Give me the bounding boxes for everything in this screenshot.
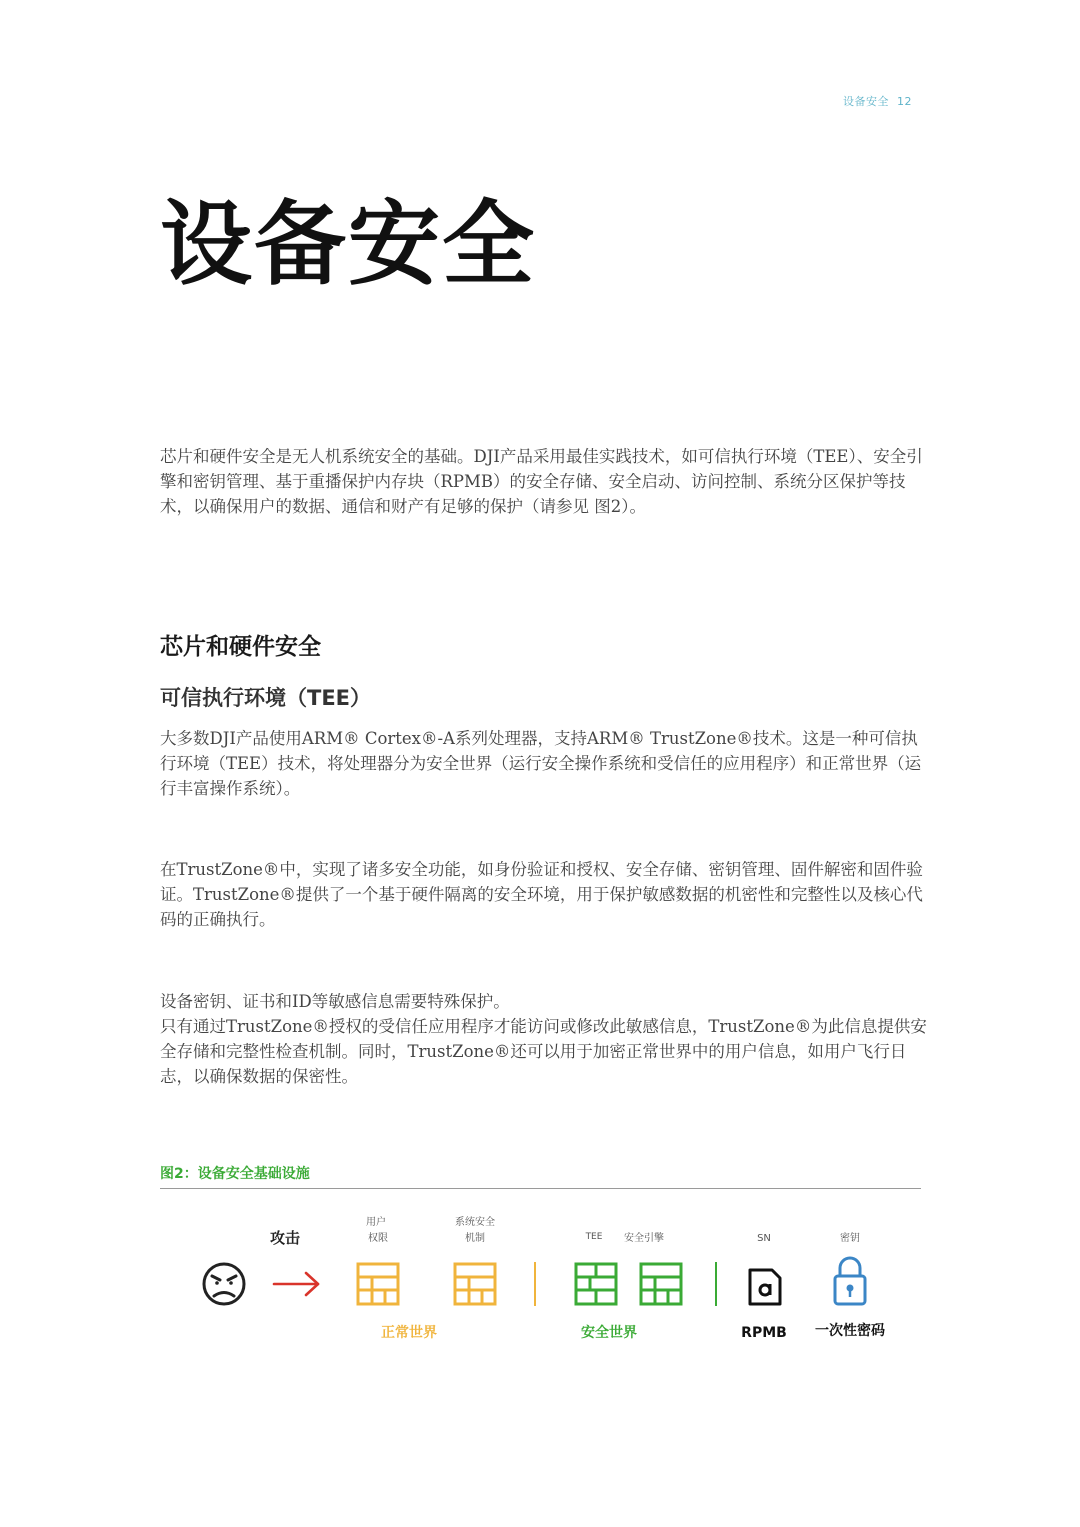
running-header-section: 设备安全: [843, 95, 889, 108]
tee-wall-icon: [576, 1264, 616, 1304]
figure-caption: 图2：设备安全基础设施: [160, 1166, 310, 1182]
firewall-system-security-icon: [455, 1264, 495, 1304]
subsection-heading: 可信执行环境（TEE）: [160, 686, 372, 710]
key-label: 密钥: [840, 1233, 860, 1244]
security-engine-label: 安全引擎: [624, 1233, 664, 1244]
user-permission-label-line1: 用户: [366, 1217, 386, 1228]
secure-world-label: 安全世界: [581, 1325, 637, 1341]
security-engine-wall-icon: [641, 1264, 681, 1304]
paragraph-tee: 大多数DJI产品使用ARM® Cortex®-A系列处理器，支持ARM® TrustZone®技术。这是一种可信执行环境（TEE）技术，将处理器分为安全世界（运行安全操作系统和受信任的应用程序）和正常世界（运行丰富操作系统）。: [160, 729, 922, 798]
angry-face-icon: [204, 1264, 244, 1304]
figure-divider: [160, 1188, 921, 1189]
paragraph-storage: 只有通过TrustZone®授权的受信任应用程序才能访问或修改此敏感信息，TrustZone®为此信息提供安全存储和完整性检查机制。同时，TrustZone®还可以用于加密正常世界中的用户信息，如用户飞行日志，以确保数据的保密性。: [160, 1017, 927, 1086]
tee-label: TEE: [585, 1232, 603, 1242]
system-security-label-line1: 系统安全: [455, 1217, 495, 1228]
attack-arrow-icon: [274, 1273, 318, 1295]
intro-paragraph: 芯片和硬件安全是无人机系统安全的基础。DJI产品采用最佳实践技术，如可信执行环境（TEE）、安全引擎和密钥管理、基于重播保护内存块（RPMB）的安全存储、安全启动、访问控制、系统分区保护等技术，以确保用户的数据、通信和财产有足够的保护（请参见 图2）。: [160, 447, 923, 516]
paragraph-sensitive-info: 设备密钥、证书和ID等敏感信息需要特殊保护。: [160, 992, 510, 1011]
user-permission-label-line2: 权限: [368, 1233, 388, 1244]
section-heading: 芯片和硬件安全: [160, 634, 321, 660]
firewall-user-permission-icon: [358, 1264, 398, 1304]
page-title: 设备安全: [160, 191, 537, 298]
otp-label: 一次性密码: [815, 1323, 885, 1339]
attack-label: 攻击: [269, 1229, 301, 1247]
lock-icon: [835, 1258, 865, 1304]
paragraph-trustzone: 在TrustZone®中，实现了诸多安全功能，如身份验证和授权、安全存储、密钥管理、固件解密和固件验证。TrustZone®提供了一个基于硬件隔离的安全环境，用于保护敏感数据的机密性和完整性以及核心代码的正确执行。: [160, 860, 923, 929]
sn-label: SN: [757, 1233, 771, 1244]
system-security-label-line2: 机制: [465, 1233, 485, 1244]
rpmb-label: RPMB: [741, 1325, 787, 1341]
normal-world-label: 正常世界: [381, 1325, 437, 1341]
page-number: 12: [897, 95, 912, 108]
running-header: [843, 93, 912, 109]
rpmb-document-icon: [750, 1270, 780, 1304]
